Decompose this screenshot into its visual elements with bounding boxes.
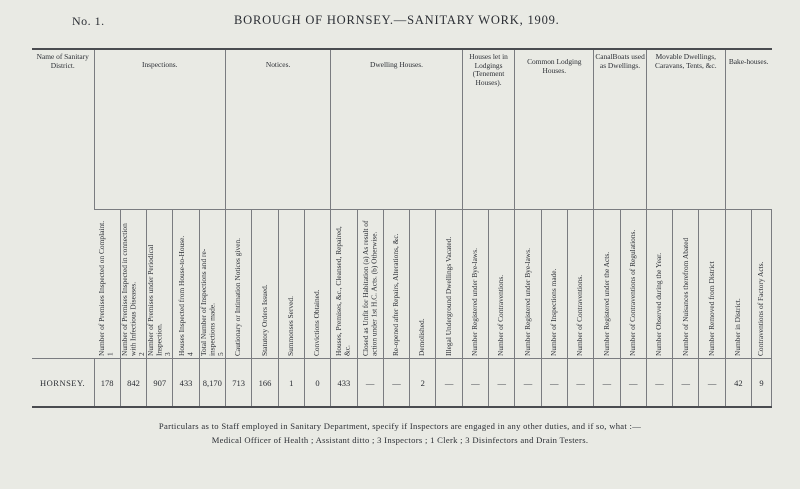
table-cell: 1 — [278, 359, 304, 407]
table-cell: — — [436, 359, 462, 407]
district-header: Name of Sanitary District. — [32, 49, 94, 359]
table-cell: 0 — [304, 359, 330, 407]
sanitary-work-table — [32, 48, 772, 408]
district-name: HORNSEY. — [32, 359, 94, 407]
column-header: Number Registered under the Acts. — [594, 210, 620, 359]
page-title: BOROUGH OF HORNSEY.—SANITARY WORK, 1909. — [234, 13, 560, 27]
inspections-header: Inspections. — [94, 49, 226, 210]
table-cell: — — [515, 359, 541, 407]
table-cell: 8,170 — [199, 359, 225, 407]
table-cell: 713 — [226, 359, 252, 407]
page-number: No. 1. — [72, 14, 105, 28]
table-cell: — — [646, 359, 672, 407]
column-header: Number Observed during the Year. — [646, 210, 672, 359]
table-cell: — — [567, 359, 593, 407]
staff-particulars-value: Medical Officer of Health ; Assistant ditto ; 3 Inspectors ; 1 Clerk ; 3 Disinfectors and Drain Testers. — [211, 435, 589, 445]
column-header: Cautionary or Intimation Notices given. — [226, 210, 252, 359]
table-cell: 2 — [410, 359, 436, 407]
table-row — [32, 359, 772, 407]
column-header: Number Removed from District — [699, 210, 725, 359]
houses-let-header: Houses let in Lodgings (Tenement Houses). — [462, 49, 515, 210]
common-lodging-header: Common Lodging Houses. — [515, 49, 594, 210]
canal-boats-header: CanalBoats used as Dwellings. — [594, 49, 647, 210]
column-header: Demolished. — [410, 210, 436, 359]
movable-dwellings-header: Movable Dwellings, Caravans, Tents, &c. — [646, 49, 725, 210]
column-header: Houses Inspected from House-to-House. 4 — [173, 210, 199, 359]
column-header: Convictions Obtained. — [304, 210, 330, 359]
table-cell: — — [620, 359, 646, 407]
table-cell: 42 — [725, 359, 751, 407]
table-cell: 907 — [147, 359, 173, 407]
group-header-row — [32, 49, 772, 210]
column-header: Statutory Orders Issued. — [252, 210, 278, 359]
column-header: Contraventions of Factory Acts. — [752, 210, 772, 359]
table-cell: — — [357, 359, 383, 407]
table-cell: — — [462, 359, 488, 407]
table-cell: — — [541, 359, 567, 407]
column-header: Number of Contraventions. — [567, 210, 593, 359]
table-cell: — — [489, 359, 515, 407]
table-cell: 178 — [94, 359, 120, 407]
dwelling-houses-header: Dwelling Houses. — [331, 49, 463, 210]
column-header: Houses, Premises, &c., Cleansed, Repaired, &c. — [331, 210, 357, 359]
table-cell: — — [673, 359, 699, 407]
column-header-row — [32, 210, 772, 359]
column-header: Number of Nuisances therefrom Abated — [673, 210, 699, 359]
column-header: Total Number of Inspections and re-inspections made. 5 — [199, 210, 225, 359]
table-cell: 166 — [252, 359, 278, 407]
column-header: Number of Contraventions of Regulations. — [620, 210, 646, 359]
column-header: Number in District. — [725, 210, 751, 359]
column-header: Number of Inspections made. — [541, 210, 567, 359]
table-cell: 842 — [120, 359, 146, 407]
table-cell: 433 — [173, 359, 199, 407]
column-header: Number of Premises Inspected on Complaint. 1 — [94, 210, 120, 359]
column-header: Number of Premises under Periodical Inspection. 3 — [147, 210, 173, 359]
column-header: Summonses Served. — [278, 210, 304, 359]
table-cell: 433 — [331, 359, 357, 407]
staff-particulars-label: Particulars as to Staff employed in Sanitary Department, specify if Inspectors are engaged in any other duties, and if so, what :— — [158, 421, 642, 431]
column-header: Number of Contraventions. — [489, 210, 515, 359]
column-header: Number Registered under Bye-laws. — [462, 210, 488, 359]
column-header: Closed as Unfit for Habitation (a) As result of action under 1st H.C. Acts. (b) Otherwise. — [357, 210, 383, 359]
column-header: Illegal Underground Dwellings Vacated. — [436, 210, 462, 359]
table-cell: — — [594, 359, 620, 407]
column-header: Re-opened after Repairs, Alterations, &c. — [383, 210, 409, 359]
table-cell: — — [699, 359, 725, 407]
table-cell: — — [383, 359, 409, 407]
column-header: Number of Premises Inspected in connection with Infectious Diseases. 2 — [120, 210, 146, 359]
column-header: Number Registered under Bye-laws. — [515, 210, 541, 359]
table-cell: 9 — [752, 359, 772, 407]
notices-header: Notices. — [226, 49, 331, 210]
bakehouses-header: Bake-houses. — [725, 49, 771, 210]
